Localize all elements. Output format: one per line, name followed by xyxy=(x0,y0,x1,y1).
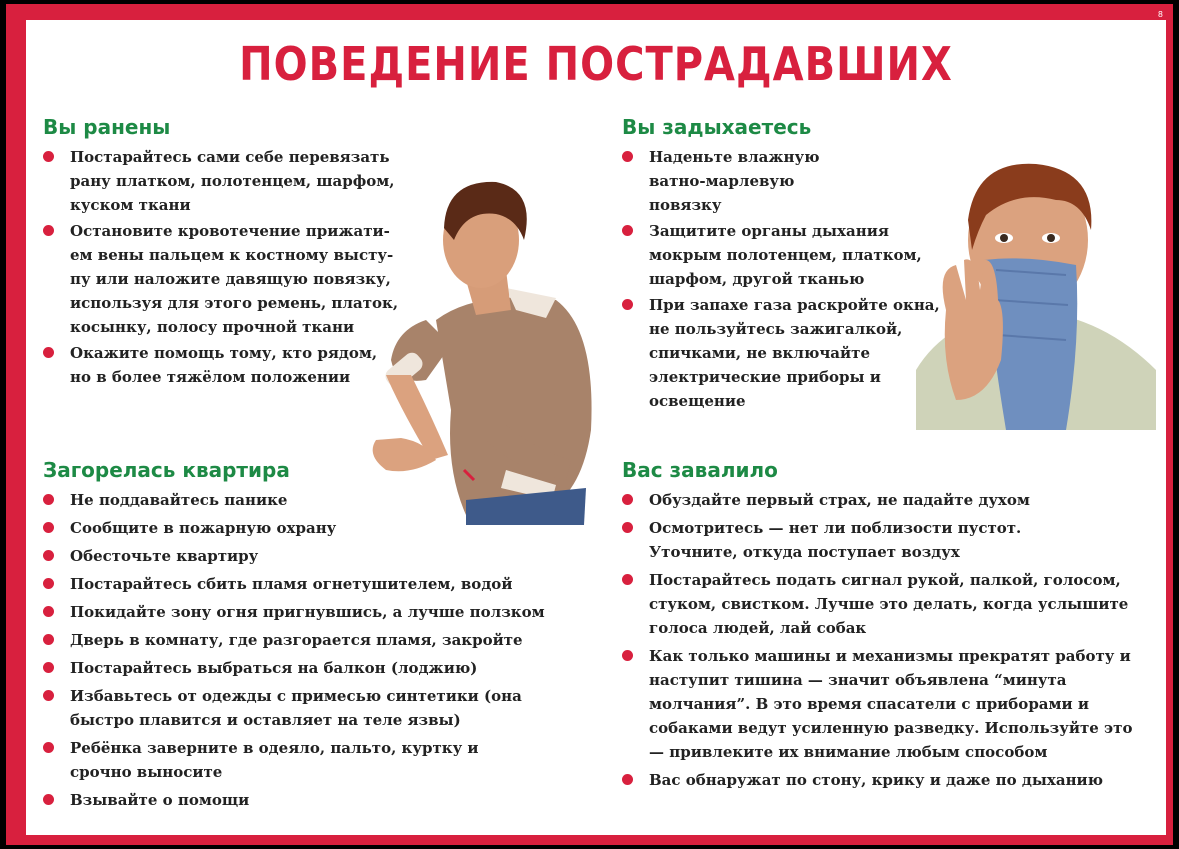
bullet-icon xyxy=(43,522,54,533)
list-item: Постарайтесь выбраться на балкон (лоджию) xyxy=(43,656,563,680)
list-item: При запахе газа раскройте окна, не пользуйтесь зажигалкой, спичками, не включайте электрические приборы и освещение xyxy=(622,293,944,413)
page-number: 8 xyxy=(1157,10,1163,19)
section-suffocating xyxy=(622,115,940,415)
section-trapped-under-rubble xyxy=(622,458,1142,796)
list-item: Сообщите в пожарную охрану xyxy=(43,516,563,540)
section-heading: Вы ранены xyxy=(43,115,171,139)
list-item: Постарайтесь сбить пламя огнетушителем, водой xyxy=(43,572,563,596)
list-item: Дверь в комнату, где разгорается пламя, закройте xyxy=(43,628,563,652)
list-item: Ребёнка заверните в одеяло, пальто, куртку и срочно выносите xyxy=(43,736,490,784)
list-item: Наденьте влажную ватно-марлевую повязку xyxy=(622,145,849,217)
bullet-icon xyxy=(43,742,54,753)
list-item: Избавьтесь от одежды с примесью синтетики (она быстро плавится и оставляет на теле язвы) xyxy=(43,684,530,732)
bullet-icon xyxy=(43,794,54,805)
bullet-icon xyxy=(622,574,633,585)
bullet-icon xyxy=(622,225,633,236)
list-item: Остановите кровотечение прижати-ем вены пальцем к костному высту-пу или наложите давящую повязку, используя для этого ремень, платок, косынку, полосу прочной ткани xyxy=(43,219,400,339)
bullet-icon xyxy=(43,347,54,358)
bullet-icon xyxy=(622,774,633,785)
bullet-icon xyxy=(43,634,54,645)
wounded-man-illustration xyxy=(356,170,606,525)
list-item: Обесточьте квартиру xyxy=(43,544,563,568)
list-item: Осмотритесь — нет ли поблизости пустот. Уточните, откуда поступает воздух xyxy=(622,516,1069,564)
list-item: Защитите органы дыхания мокрым полотенцем, платком, шарфом, другой тканью xyxy=(622,219,929,291)
bullet-icon xyxy=(43,151,54,162)
bullet-icon xyxy=(622,494,633,505)
bullet-icon xyxy=(43,606,54,617)
section-heading: Загорелась квартира xyxy=(43,458,290,482)
bullet-icon xyxy=(43,662,54,673)
section-heading: Вы задыхаетесь xyxy=(622,115,812,139)
list-item: Постарайтесь сами себе перевязать рану платком, полотенцем, шарфом, куском ткани xyxy=(43,145,400,217)
bullet-icon xyxy=(622,650,633,661)
bullet-icon xyxy=(43,494,54,505)
poster-page xyxy=(26,20,1166,835)
bullet-icon xyxy=(622,522,633,533)
list-item: Окажите помощь тому, кто рядом, но в более тяжёлом положении xyxy=(43,341,400,389)
bullet-icon xyxy=(43,578,54,589)
poster-frame xyxy=(6,4,1173,845)
bullet-icon xyxy=(43,550,54,561)
section-wounded xyxy=(43,115,403,391)
section-heading: Вас завалило xyxy=(622,458,778,482)
bullet-icon xyxy=(622,299,633,310)
list-item: Обуздайте первый страх, не падайте духом xyxy=(622,488,1142,512)
suffocating-man-illustration xyxy=(906,160,1166,430)
bullet-icon xyxy=(43,225,54,236)
list-item: Вас обнаружат по стону, крику и даже по дыханию xyxy=(622,768,1142,792)
list-item: Покидайте зону огня пригнувшись, а лучше ползком xyxy=(43,600,563,624)
list-item: Не поддавайтесь панике xyxy=(43,488,563,512)
list-item: Постарайтесь подать сигнал рукой, палкой, голосом, стуком, свистком. Лучше это делать, когда услышите голоса людей, лай собак xyxy=(622,568,1149,640)
bullet-icon xyxy=(43,690,54,701)
list-item: Как только машины и механизмы прекратят работу и наступит тишина — значит объявлена “минута молчания”. В это время спасатели с приборами и собаками ведут усиленную разведку. Используйте это — привлеките их внимание любым способом xyxy=(622,644,1149,764)
list-item: Взывайте о помощи xyxy=(43,788,563,812)
bullet-icon xyxy=(622,151,633,162)
poster-title: ПОВЕДЕНИЕ ПОСТРАДАВШИХ xyxy=(239,38,953,92)
